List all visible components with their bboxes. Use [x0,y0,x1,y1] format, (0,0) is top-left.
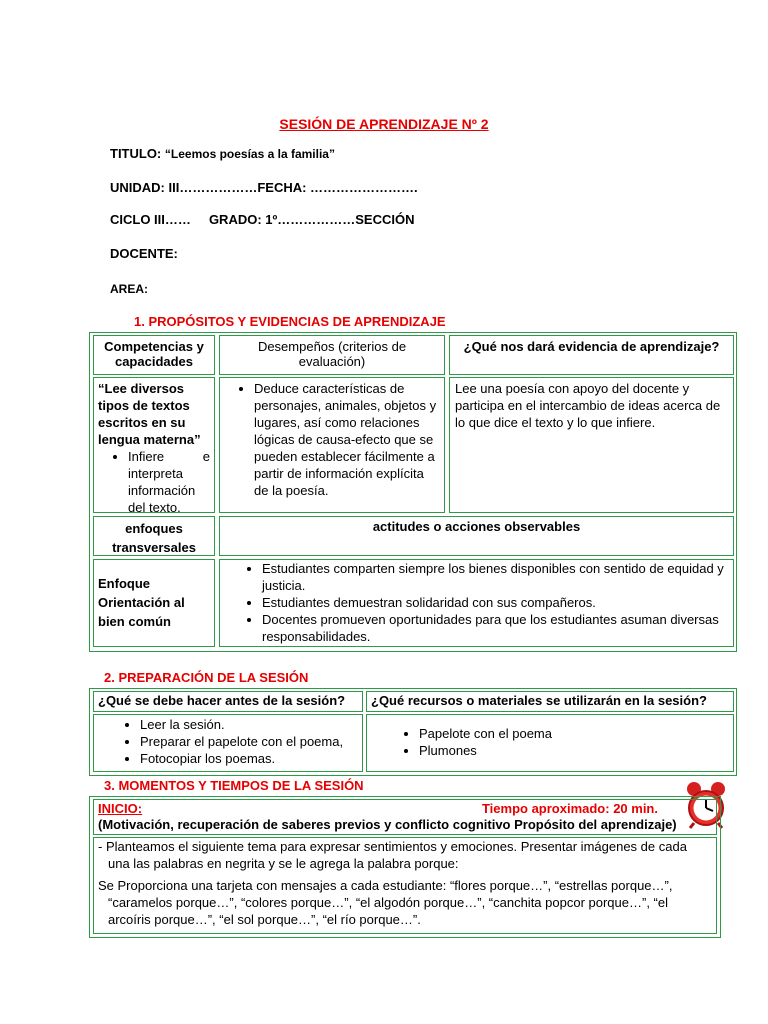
performance-list [226,380,438,499]
paragraph-2: Se Proporciona una tarjeta con mensajes a cada estudiante: “flores porque…”, “estrellas porque…”, “caramelos porque…”, “colores porque…”, “el algodón porque…”, “canchita popcor porque…”, “el arcoíris porque…”, “el sol porque…”, “el río porque…”. [98,878,673,927]
action-item: • Estudiantes comparten siempre los bienes disponibles con sentido de equidad y justicia. [262,560,727,594]
section2-heading: 2. PREPARACIÓN DE LA SESIÓN [104,670,309,685]
competency-text: “Lee diversos tipos de textos escritos en su lengua materna” [98,381,201,447]
resource-item: • Plumones [419,742,729,759]
col-competencias-header: Competencias y capacidades [93,335,215,375]
paragraph-1: - Planteamos el siguiente tema para expresar sentimientos y emociones. Presentar imágenes de cada una las palabras en negrita y se le agrega la palabra porque: [98,839,687,871]
performance-item: • Deduce características de personajes, animales, objetos y lugares, así como relaciones lógicas de causa-efecto que se pueden establecer fácilmente a partir de información explícita de la poesía. [254,380,438,499]
capacity-item: • Infiere e interpreta información del texto. [128,448,210,516]
competency-cell [93,377,215,513]
action-item: • Estudiantes demuestran solidaridad con sus compañeros. [262,594,727,611]
evidence-cell: Lee una poesía con apoyo del docente y participa en el intercambio de ideas acerca de lo que dice el texto y lo que infiere. [449,377,734,513]
actitudes-header: actitudes o acciones observables [219,516,734,556]
before-item: • Preparar el papelote con el poema, [140,733,358,750]
section1-heading: 1. PROPÓSITOS Y EVIDENCIAS DE APRENDIZAJE [134,314,446,329]
before-header: ¿Qué se debe hacer antes de la sesión? [93,691,363,712]
capacity-list [98,448,210,516]
docente-label: DOCENTE: [110,246,178,261]
ciclo-line: CICLO III…… GRADO: 1º………………SECCIÓN [110,212,415,227]
before-item: • Leer la sesión. [140,716,358,733]
resources-list [371,725,729,759]
resources-header: ¿Qué recursos o materiales se utilizarán en la sesión? [366,691,734,712]
inicio-label: INICIO: [98,801,143,816]
enfoque-name: Enfoque Orientación al bien común [93,559,215,647]
motivacion-text: (Motivación, recuperación de saberes previos y conflicto cognitivo Propósito del aprendizaje) [98,817,677,832]
area-label: AREA: [110,282,148,296]
col-desempenos-header: Desempeños (criterios de evaluación) [219,335,445,375]
tiempo-label: Tiempo aproximado: 20 min. [481,801,658,816]
resource-item: • Papelote con el poema [419,725,729,742]
resources-cell [366,714,734,772]
before-item: • Fotocopiar los poemas. [140,750,358,767]
titulo-label: TITULO: [110,146,162,161]
section3-heading: 3. MOMENTOS Y TIEMPOS DE LA SESIÓN [104,778,364,793]
action-item: • Docentes promueven oportunidades para que los estudiantes asuman diversas responsabilidades. [262,611,727,645]
enfoques-header: enfoques transversales [93,516,215,556]
before-cell [93,714,363,772]
inicio-header [93,799,717,835]
col-evidencia-header: ¿Qué nos dará evidencia de aprendizaje? [449,335,734,375]
inicio-row [98,801,712,817]
actions-list [226,560,727,645]
actions-cell [219,559,734,647]
titulo-value: “Leemos poesías a la familia” [164,147,335,161]
titulo-line [110,146,335,161]
unidad-line: UNIDAD: III………………FECHA: ……………………. [110,180,418,195]
document-title: SESIÓN DE APRENDIZAJE Nº 2 [279,116,489,132]
performance-cell [219,377,445,513]
inicio-body [93,837,717,934]
before-list [98,716,358,767]
